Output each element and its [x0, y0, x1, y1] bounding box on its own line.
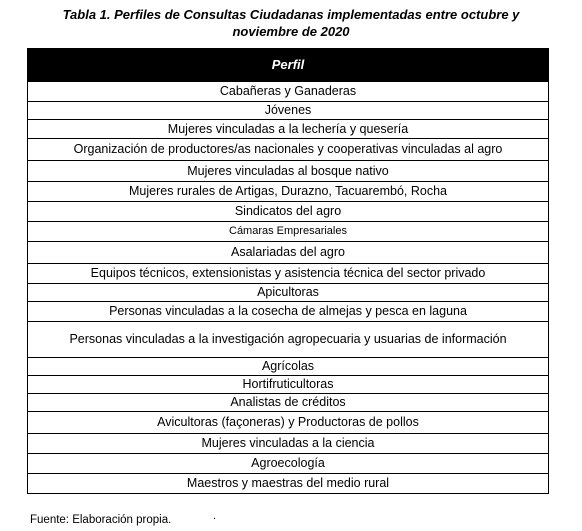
table-row: Organización de productores/as nacionales y cooperativas vinculadas al agro [28, 138, 548, 160]
table-row: Mujeres vinculadas a la lechería y quesería [28, 119, 548, 138]
table-row: Hortifruticultoras [28, 375, 548, 393]
table-row: Maestros y maestras del medio rural [28, 473, 548, 493]
table-row: Cabañeras y Ganaderas [28, 81, 548, 101]
stray-dot: . [213, 510, 217, 522]
table-row: Equipos técnicos, extensionistas y asistencia técnica del sector privado [28, 263, 548, 283]
table-row: Asalariadas del agro [28, 241, 548, 263]
table-row: Apicultoras [28, 283, 548, 301]
table-row: Sindicatos del agro [28, 201, 548, 221]
table-header-cell: Perfil [28, 48, 548, 81]
table-caption [0, 6, 582, 40]
table-body [28, 81, 548, 493]
table-row: Personas vinculadas a la cosecha de almejas y pesca en laguna [28, 301, 548, 321]
table-row: Analistas de créditos [28, 393, 548, 411]
table-row: Personas vinculadas a la investigación agropecuaria y usuarias de información [28, 321, 548, 357]
table-row: Mujeres vinculadas al bosque nativo [28, 160, 548, 181]
table-row: Agrícolas [28, 357, 548, 375]
table-row: Cámaras Empresariales [28, 221, 548, 241]
table-caption-line-2: noviembre de 2020 [232, 24, 350, 39]
table-row: Jóvenes [28, 101, 548, 119]
table-row: Avicultoras (façoneras) y Productoras de pollos [28, 411, 548, 433]
table-row: Mujeres rurales de Artigas, Durazno, Tacuarembó, Rocha [28, 181, 548, 201]
source-note: Fuente: Elaboración propia. [30, 514, 172, 526]
table-row: Agroecología [28, 453, 548, 473]
table-caption-line-1: Tabla 1. Perfiles de Consultas Ciudadanas implementadas entre octubre y [62, 7, 520, 22]
table-row: Mujeres vinculadas a la ciencia [28, 433, 548, 453]
profiles-table [27, 48, 549, 494]
